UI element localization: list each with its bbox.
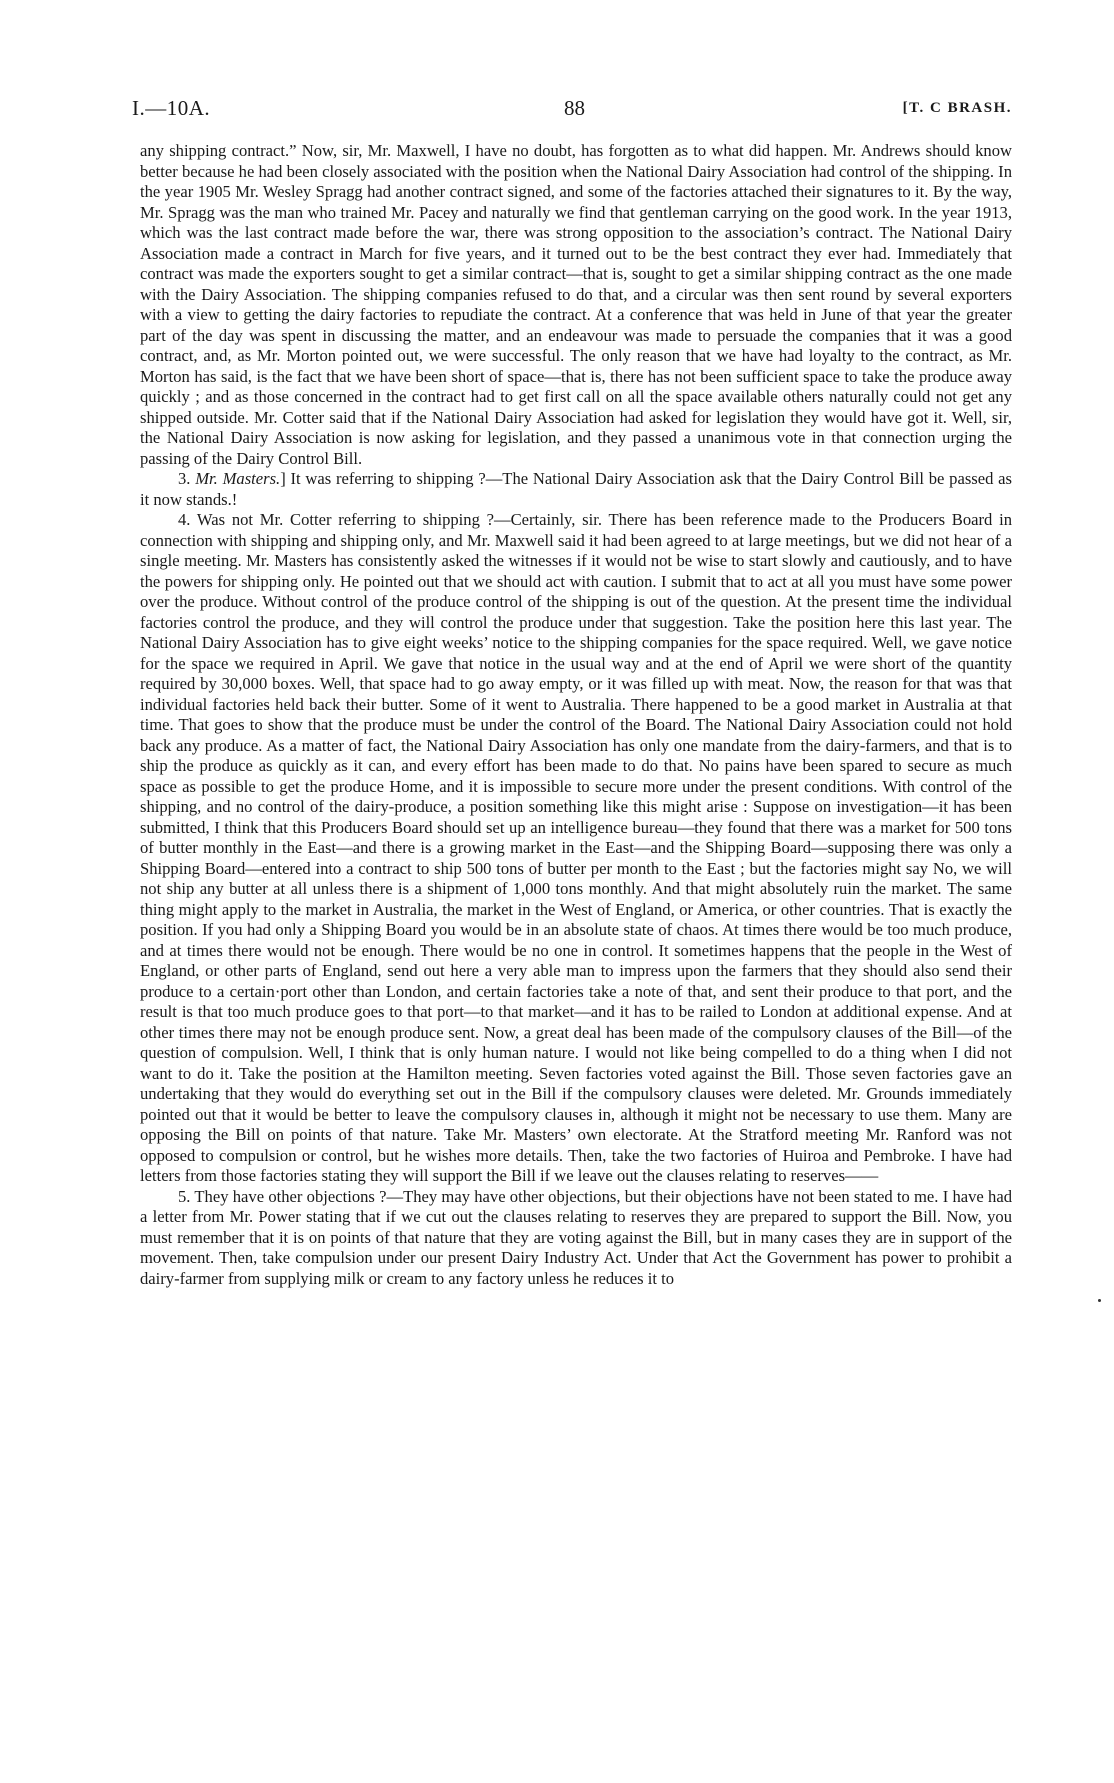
- witness-name: [T. C BRASH.: [902, 100, 1012, 116]
- paragraph-text: They have other objections ?—They may have other objections, but their objections have not been stated to me. I have had a letter from Mr. Power stating that if we cut out the clauses relating to reserves they are prepared to support the Bill. Now, you must remember that it is on points of that nature that they are voting against the Bill, but in many cases they are in support of the movement. Then, take compulsion under our present Dairy Industry Act. Under that Act the Government has power to prohibit a dairy-farmer from supplying milk or cream to any factory unless he reduces it to: [140, 1186, 1012, 1288]
- body-text: [140, 141, 1012, 1289]
- margin-speck: [1098, 1299, 1101, 1302]
- page-header: [132, 96, 1012, 130]
- question-number: 5.: [178, 1186, 195, 1206]
- question-number: 3.: [178, 469, 196, 488]
- question-3: [140, 469, 1012, 510]
- speaker-name: Mr. Masters.: [195, 469, 281, 488]
- paragraph-text: Was not Mr. Cotter referring to shipping ?—Certainly, sir. There has been reference made to the Producers Board in connection with shipping and shipping only, and Mr. Maxwell said it had been agreed to at large meetings, but we did not hear of a single meeting. Mr. Masters has consistently asked the witnesses if it would not be wise to start slowly and cautiously, and to have the powers for shipping only. He pointed out that we should act with caution. I submit that to act at all you must have some power over the produce. Without control of the produce control of the shipping is out of the question. At the present time the individual factories control the produce, and they will control the produce under that suggestion. Take the position here this last year. The National Dairy Association has to give eight weeks’ notice to the shipping companies for the space required. Well, we gave notice for the space we required in April. We gave that notice in the usual way and at the end of April we were short of the quantity required by 30,000 boxes. Well, that space had to go away empty, or it was filled up with meat. Now, the reason for that was that individual factories held back their butter. Some of it went to Australia. There happened to be a good market in Australia at that time. That goes to show that the produce must be under the control of the Board. The National Dairy Association could not hold back any produce. As a matter of fact, the National Dairy Association has only one mandate from the dairy-farmers, and that is to ship the produce as quickly as it can, and every effort has been made to do that. No pains have been spared to secure as much space as possible to get the produce Home, and it is impossible to secure more under the present conditions. With control of the shipping, and no control of the dairy-produce, a position something like this might arise : Suppose on investigation—it has been submitted, I think that this Producers Board should set up an intelligence bureau—they found that there was a market for 500 tons of butter monthly in the East—and there is a growing market in the East—and the Shipping Board—supposing there was only a Shipping Board—entered into a contract to ship 500 tons of butter per month to the East ; but the factories might say No, we will not ship any butter at all unless there is a shipment of 1,000 tons monthly. And that might absolutely ruin the market. The same thing might apply to the market in Australia, the market in the West of England, or America, or other countries. That is exactly the position. If you had only a Shipping Board you would be in an absolute state of chaos. At times there would be too much produce, and at times there would not be enough. There would be no one in control. It sometimes happens that the people in the West of England, or other parts of England, send out here a very able man to impress upon the farmers that they should also send their produce to a certain·port other than London, and certain factories take a note of that, and sent their produce to that port, and the result is that too much produce goes to that port—to that market—and it has to be railed to London at additional expense. And at other times there may not be enough produce sent. Now, a great deal has been made of the compulsory clauses of the Bill—of the question of compulsion. Well, I think that is only human nature. I would not like being compelled to do a thing when I did not want to do it. Take the position at the Hamilton meeting. Seven factories voted against the Bill. Those seven factories gave an undertaking that they would do everything set out in the Bill if the compulsory clauses were deleted. Mr. Grounds immediately pointed out that it would be better to leave the compulsory clauses in, although it might not be necessary to use them. Many are opposing the Bill on points of that nature. Take Mr. Masters’ own electorate. At the Stratford meeting Mr. Ranford was not opposed to compulsion or control, but he wishes more details. Then, take the two factories of Huiroa and Pembroke. I have had letters from those factories stating they will support the Bill if we leave out the clauses relating to reserves——: [140, 510, 1012, 1185]
- paragraph-text: ] It was referring to shipping ?—The National Dairy Association ask that the Dairy Control Bill be passed as it now stands.!: [140, 469, 1012, 509]
- question-4: [140, 510, 1012, 1187]
- paragraph-text: any shipping contract.” Now, sir, Mr. Maxwell, I have no doubt, has forgotten as to what did happen. Mr. Andrews should know better because he had been closely associated with the position when the National Dairy Association had control of the shipping. In the year 1905 Mr. Wesley Spragg had another contract signed, and some of the factories attached their signatures to it. By the way, Mr. Spragg was the man who trained Mr. Pacey and naturally we find that gentleman carrying on the good work. In the year 1913, which was the last contract made before the war, there was strong opposition to the association’s contract. The National Dairy Association made a contract in March for five years, and it turned out to be the best contract they ever had. Immediately that contract was made the exporters sought to get a similar contract—that is, sought to get a similar shipping contract as the one made with the Dairy Association. The shipping companies refused to do that, and a circular was then sent round by several exporters with a view to getting the dairy factories to repudiate the contract. At a conference that was held in June of that year the greater part of the day was spent in discussing the matter, and an endeavour was made to persuade the companies that it was a good contract, and, as Mr. Morton pointed out, we were successful. The only reason that we have had loyalty to the contract, as Mr. Morton has said, is the fact that we have been short of space—that is, there has not been sufficient space to take the produce away quickly ; and as those concerned in the contract had to get first call on all the space available others naturally could not get any shipped outside. Mr. Cotter said that if the National Dairy Association had asked for legislation they would have got it. Well, sir, the National Dairy Association is now asking for legislation, and they passed a unanimous vote in that connection urging the passing of the Dairy Control Bill.: [140, 141, 1012, 468]
- question-5: [140, 1187, 1012, 1290]
- page-number: 88: [564, 96, 585, 120]
- question-number: 4.: [178, 510, 197, 529]
- paper-reference: I.—10A.: [132, 96, 211, 120]
- paragraph-continued: [140, 141, 1012, 469]
